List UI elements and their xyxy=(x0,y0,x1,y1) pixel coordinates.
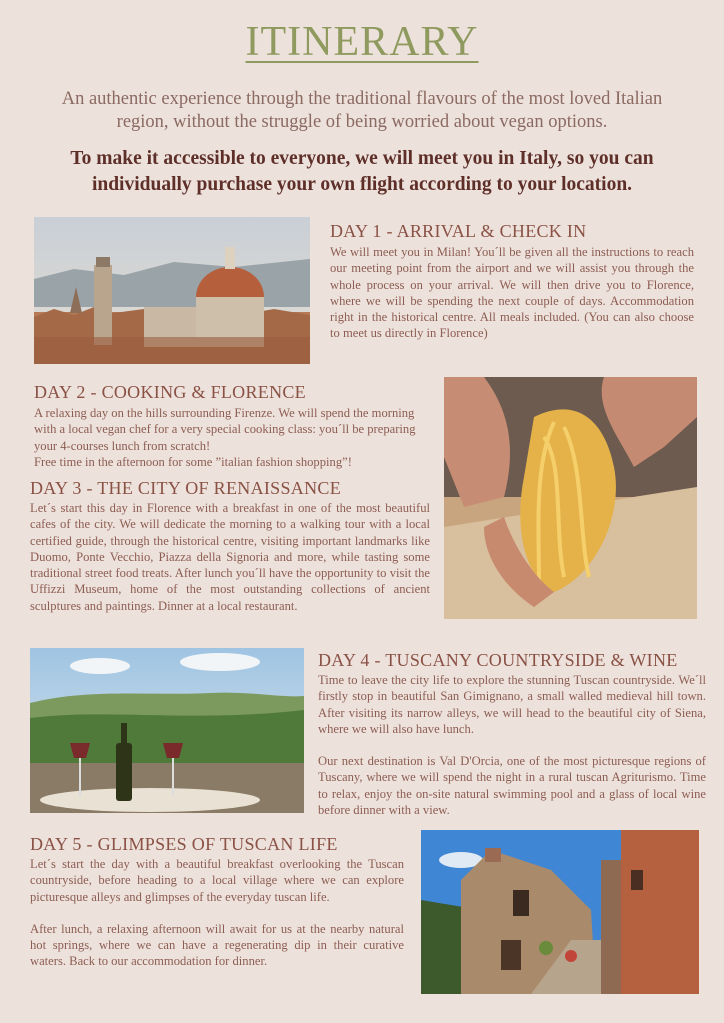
day-5-heading: DAY 5 - GLIMPSES OF TUSCAN LIFE xyxy=(30,834,338,854)
day-3-description xyxy=(30,500,430,614)
day-2-heading: DAY 2 - COOKING & FLORENCE xyxy=(34,382,306,402)
day-2-paragraph: A relaxing day on the hills surrounding Firenze. We will spend the morning with a local vegan chef for a very special cooking class: you´ll be preparing your 4-courses lunch from scratch! xyxy=(34,406,416,453)
pasta-cooking-photo xyxy=(444,377,697,619)
day-4-description xyxy=(318,672,706,818)
tuscan-village-photo xyxy=(421,830,699,994)
page-subtitle: An authentic experience through the traditional flavours of the most loved Italian region, without the struggle of being worried about vegan options. xyxy=(61,89,663,132)
page-title: ITINERARY xyxy=(245,19,479,65)
day-4-paragraph: Time to leave the city life to explore the stunning Tuscan countryside. We´ll firstly stop in beautiful San Gimignano, a small walled medieval hill town. After visiting its narrow alleys, we will head to the beautiful city of Siena, where we will also have lunch. xyxy=(318,673,706,736)
day-1-paragraph: We will meet you in Milan! You´ll be given all the instructions to reach our meeting point from the airport and we will assist you through the whole process on your arrival. We will then drive you to Florence, where we will be spending the next couple of days. Accommodation right in the historical centre. All meals included. (You can also choose to meet us directly in Florence) xyxy=(330,245,694,341)
day-5-paragraph: After lunch, a relaxing afternoon will await for us at the nearby natural hot springs, where we can have a regenerating dip in their curative waters. Back to our accommodation for dinner. xyxy=(30,921,404,969)
day-5-paragraph: Let´s start the day with a beautiful breakfast overlooking the Tuscan countryside, before heading to a local village where we can explore picturesque alleys and glimpses of the everyday tuscan life. xyxy=(30,857,404,904)
day-2-paragraph: Free time in the afternoon for some ”italian fashion shopping”! xyxy=(34,454,352,469)
day-5-description xyxy=(30,856,404,970)
florence-duomo-photo xyxy=(34,217,310,364)
day-4-heading: DAY 4 - TUSCANY COUNTRYSIDE & WINE xyxy=(318,650,678,670)
day-3-paragraph: Let´s start this day in Florence with a breakfast in one of the most beautiful cafes of the city. We will dedicate the morning to a walking tour with a local certified guide, through the historical centre, visiting important landmarks like Duomo, Ponte Vecchio, Piazza della Signoria and more, while tasting some traditional street food treats. After lunch you´ll have the opportunity to visit the Uffizzi Museum, home of the most outstanding collections of ancient sculptures and paintings. Dinner at a local restaurant. xyxy=(30,501,430,613)
day-4-paragraph: Our next destination is Val D'Orcia, one of the most picturesque regions of Tuscany, where we will spend the night in a rural tuscan Agriturismo. Time to relax, enjoy the on-site natural swimming pool and a glass of local wine before dinner with a view. xyxy=(318,754,706,818)
day-1-description xyxy=(330,244,694,342)
flight-notice: To make it accessible to everyone, we will meet you in Italy, so you can individually purchase your own flight according to your location. xyxy=(70,148,654,195)
day-1-heading: DAY 1 - ARRIVAL & CHECK IN xyxy=(330,221,587,241)
day-3-heading: DAY 3 - THE CITY OF RENAISSANCE xyxy=(30,478,341,498)
tuscany-wine-photo xyxy=(30,648,304,813)
day-2-description xyxy=(34,405,424,470)
